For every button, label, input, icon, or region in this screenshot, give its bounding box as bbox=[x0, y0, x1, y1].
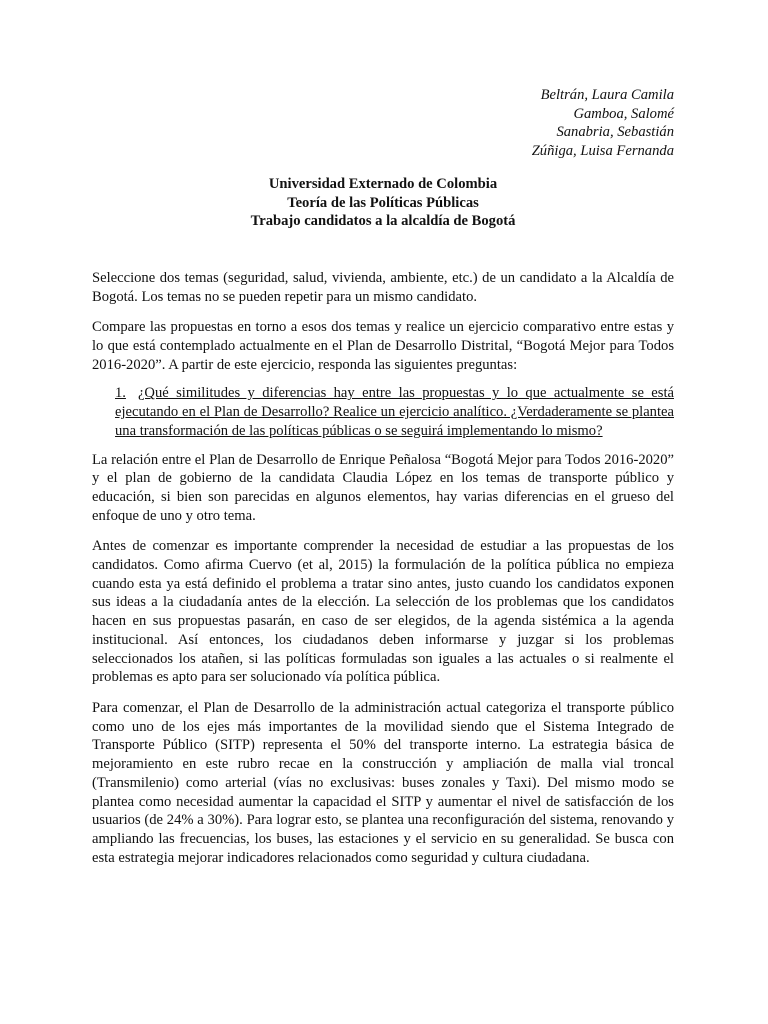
author-list bbox=[92, 86, 674, 161]
question-item bbox=[115, 384, 674, 440]
body-paragraph: Antes de comenzar es importante comprender la necesidad de estudiar a las propuestas de los candidatos. Como afirma Cuervo (et al, 2015) la formulación de la política pública no empieza cuando esta ya está definido el problema a tratar sino antes, justo cuando los candidatos exponen sus ideas a la ciudadanía antes de la elección. La selección de los problemas que los candidatos hacen en sus propuestas pasarán, en caso de ser elegidos, de la agenda sistémica a la agenda institucional. Así entonces, los ciudadanos deben informarse y juzgar si los problemas seleccionados los atañen, si las políticas formuladas son iguales a las actuales o si realmente el problemas es apto para ser solucionado vía política pública. bbox=[92, 538, 674, 686]
university-title: Universidad Externado de Colombia bbox=[268, 175, 498, 192]
question-text: ¿Qué similitudes y diferencias hay entre las propuestas y lo que actualmente se está ejecutando en el Plan de Desarrollo? Realice un ejercicio analítico. ¿Verdaderamente se plantea una transformación de las políticas públicas o se seguirá implementando lo mismo? bbox=[115, 385, 674, 439]
author-name: Gamboa, Salomé bbox=[573, 105, 674, 122]
author-name: Sanabria, Sebastián bbox=[556, 124, 674, 141]
instruction-paragraph: Seleccione dos temas (seguridad, salud, vivienda, ambiente, etc.) de un candidato a la Alcaldía de Bogotá. Los temas no se pueden repetir para un mismo candidato. bbox=[92, 269, 674, 305]
question-number: 1. bbox=[115, 385, 126, 402]
course-title: Teoría de las Políticas Públicas bbox=[287, 194, 479, 211]
instruction-paragraph: Compare las propuestas en torno a esos dos temas y realice un ejercicio comparativo entre estas y lo que está contemplado actualmente en el Plan de Desarrollo Distrital, “Bogotá Mejor para Todos 2016-2020”. A partir de este ejercicio, responda las siguientes preguntas: bbox=[92, 319, 674, 373]
body-paragraph: Para comenzar, el Plan de Desarrollo de la administración actual categoriza el transporte público como uno de los ejes más importantes de la movilidad siendo que el Sistema Integrado de Transporte Público (SITP) representa el 50% del transporte interno. La estrategia básica de mejoramiento en este rubro recae en la construcción y ampliación de malla vial troncal (Transmilenio) como arterial (vías no exclusivas: buses zonales y Taxi). Del mismo modo se plantea como necesidad aumentar la capacidad el SITP y aumentar el nivel de satisfacción de los usuarios (de 24% a 30%). Para lograr esto, se plantea una reconfiguración del sistema, renovando y ampliando las frecuencias, los buses, las estaciones y el servicio en su generalidad. Se busca con esta estrategia mejorar indicadores relacionados como seguridad y cultura ciudadana. bbox=[92, 699, 674, 866]
document-page bbox=[92, 86, 674, 867]
author-name: Beltrán, Laura Camila bbox=[540, 87, 674, 103]
assignment-title: Trabajo candidatos a la alcaldía de Bogotá bbox=[250, 213, 516, 230]
author-name: Zúñiga, Luisa Fernanda bbox=[531, 143, 674, 160]
body-paragraph: La relación entre el Plan de Desarrollo de Enrique Peñalosa “Bogotá Mejor para Todos 2016-2020” y el plan de gobierno de la candidata Claudia López en los temas de transporte público y educación, si bien son parecidas en algunos elementos, hay varias diferencias en el grueso del enfoque de uno y otro tema. bbox=[92, 451, 674, 524]
title-block bbox=[92, 175, 674, 231]
